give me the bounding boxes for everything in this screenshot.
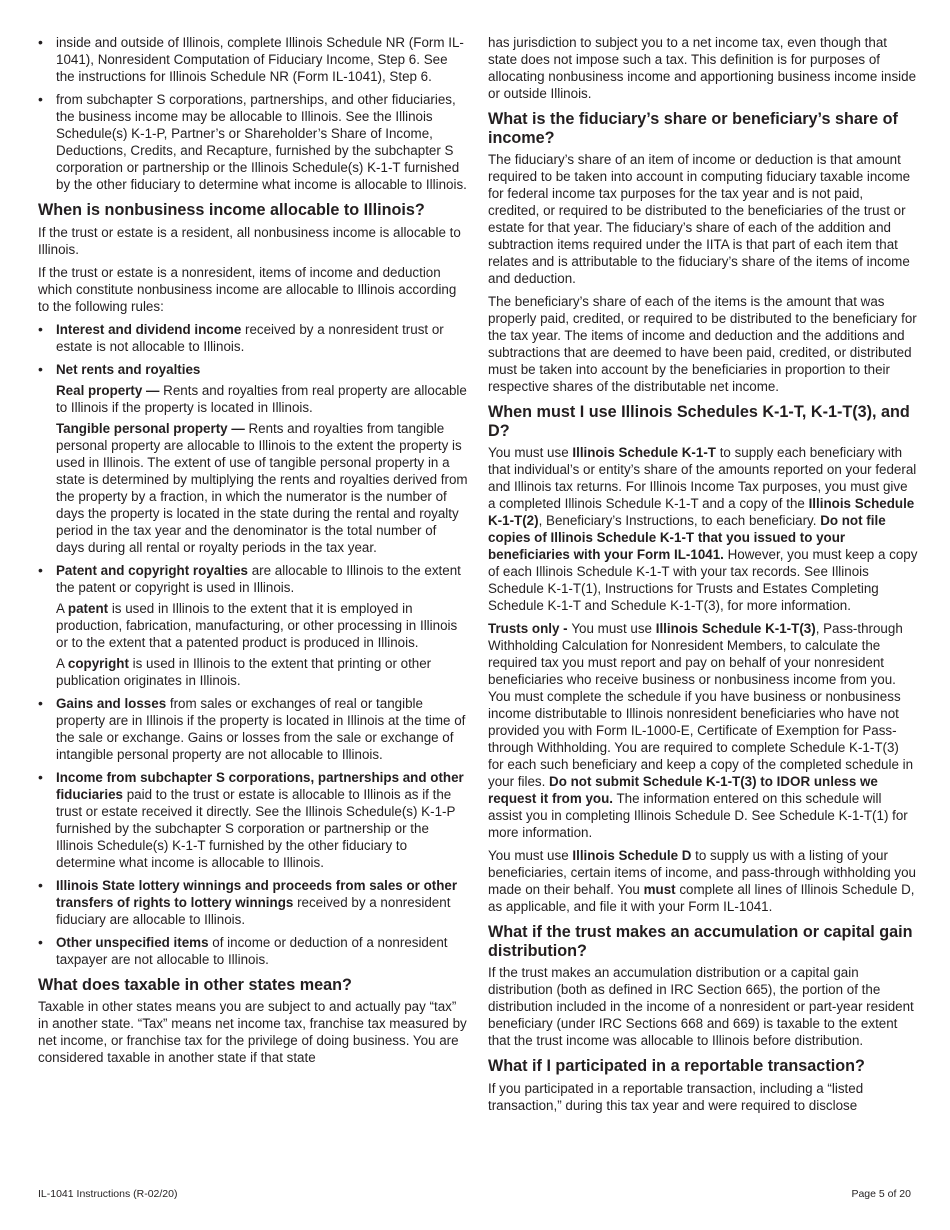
rule-tangible-property: Tangible personal property — Rents and royalties from tangible personal property are allocable to Illinois to the extent the property is used in Illinois. The extent of use of tangible personal property in a state is determined by multiplying the rents and royalties derived from the property by a fraction, in which the numerator is the number of days the property is located in the state during the rental and royalty period in the tax year and the denominator is the total number of days during all rental or royalty periods in the tax year. xyxy=(56,420,468,555)
heading-fiduciary-share: What is the fiduciary’s share or beneficiary’s share of income? xyxy=(488,110,898,147)
rule-subchapter-s: • Income from subchapter S corporations, partnerships and other fiduciaries paid to the trust or estate is allocable to Illinois as if the trust or estate received it directly. See the Illinois Schedule(s) K-1-P furnished by the subchapter S corporation or partnership or the Illinois Schedule(s) K-1-T furnished by the other fiduciary to determine what income is allocable to Illinois. xyxy=(38,769,468,871)
paragraph-fiduciary-share: The fiduciary’s share of an item of income or deduction is that amount required to be taken into account in computing fiduciary taxable income for federal income tax purposes for the tax year and is not paid, credited, or required to be distributed to the beneficiaries of the trust or estate for that year. The fiduciary’s share of each of the addition and subtraction items required under the IITA is that part of each item that relates and is attributable to the fiduciary’s share of the items of income and deduction. xyxy=(488,152,911,286)
rule-gains-losses: • Gains and losses from sales or exchanges of real or tangible property are in Illinois if the property is located in Illinois at the time of the sale or exchange. Gains or losses from the sale or exchange of intangible personal property are not allocable to Illinois. xyxy=(38,695,468,763)
rule-other-items: • Other unspecified items of income or deduction of a nonresident taxpayer are not allocable to Illinois. xyxy=(38,934,468,968)
heading-schedules-k1t-d: When must I use Illinois Schedules K-1-T, K-1-T(3), and D? xyxy=(488,403,910,440)
paragraph-taxable-continued: has jurisdiction to subject you to a net income tax, even though that state does not impose such a tax. This definition is for purposes of allocating nonbusiness income and apportioning business income inside or outside Illinois. xyxy=(488,35,917,101)
paragraph-taxable-other-states: Taxable in other states means you are subject to and actually pay “tax” in another state. “Tax” means net income tax, franchise tax measured by net income, or franchise tax for the privilege of doing business. You are considered taxable in another state if that state xyxy=(38,999,467,1065)
rule-interest-dividend: • Interest and dividend income received by a nonresident trust or estate is not allocable to Illinois. xyxy=(38,321,468,355)
rule-copyright-definition: A copyright is used in Illinois to the extent that printing or other publication originates in Illinois. xyxy=(56,655,432,688)
list-item: • inside and outside of Illinois, complete Illinois Schedule NR (Form IL-1041), Nonresident Computation of Fiduciary Income, Step 6. See the instructions for Illinois Schedule NR (Form IL-1041), Step 6. xyxy=(38,34,468,85)
paragraph-reportable-transaction: If you participated in a reportable transaction, including a “listed transaction,” during this tax year and were required to disclose xyxy=(488,1080,864,1113)
paragraph-schedule-d: You must use Illinois Schedule D to supply us with a listing of your beneficiaries, certain items of income, and pass-through withholding you made on their behalf. You must complete all lines of Illinois Schedule D, as applicable, and file it with your Form IL-1041. xyxy=(488,848,916,914)
paragraph-nonresident: If the trust or estate is a nonresident, items of income and deduction which constitute nonbusiness income are allocable to Illinois according to the following rules: xyxy=(38,264,457,314)
paragraph-beneficiary-share: The beneficiary’s share of each of the items is the amount that was properly paid, credited, or required to be distributed to the beneficiary for the tax year. The items of income and deduction and the additions and subtractions that are deemed to have been paid, credited, or distributed must be taken into account by the beneficiaries in proportion to their respective shares of the distributable net income. xyxy=(488,294,917,394)
heading-reportable-transaction: What if I participated in a reportable transaction? xyxy=(488,1057,865,1075)
paragraph-resident: If the trust or estate is a resident, all nonbusiness income is allocable to Illinois. xyxy=(38,224,461,257)
allocation-rules-list xyxy=(38,321,468,968)
rule-lottery: • Illinois State lottery winnings and proceeds from sales or other transfers of rights to lottery winnings received by a nonresident fiduciary are allocable to Illinois. xyxy=(38,877,468,928)
paragraph-schedule-k1t: You must use Illinois Schedule K-1-T to supply each beneficiary with that individual’s or entity’s share of the amounts reported on your federal and Illinois tax returns. For Illinois Income Tax purposes, you must give a completed Illinois Schedule K-1-T and a copy of the Illinois Schedule K-1-T(2), Beneficiary’s Instructions, to each beneficiary. Do not file copies of Illinois Schedule K-1-T that you issued to your beneficiaries with your Form IL-1041. However, you must keep a copy of each Illinois Schedule K-1-T with your tax records. See Illinois Schedule K-1-T(1), Instructions for Trusts and Estates Completing Schedule K-1-T and Schedule K-1-T(3), for more information. xyxy=(488,445,918,613)
rule-patent-definition: A patent is used in Illinois to the extent that it is employed in production, fabrication, manufacturing, or other processing in Illinois or to the extent that a patented product is produced in Illinois. xyxy=(56,600,458,650)
paragraph-trusts-only: Trusts only - You must use Illinois Schedule K-1-T(3), Pass-through Withholding Calculation for Nonresident Members, to calculate the required tax you must report and pay on behalf of your nonresident beneficiaries who receive business or nonbusiness income from you. You must complete the schedule if you have business or nonbusiness income distributable to Illinois nonresident beneficiaries who have not provided you with Form IL-1000-E, Certificate of Exemption for Pass-through Withholding. You are required to complete Schedule K-1-T(3) for each such beneficiary and keep a copy of the completed schedule in your files. Do not submit Schedule K-1-T(3) to IDOR unless we request it from you. The information entered on this schedule will assist you in completing Illinois Schedule D. See Schedule K-1-T(1) for more information. xyxy=(488,621,914,840)
heading-nonbusiness-income: When is nonbusiness income allocable to Illinois? xyxy=(38,201,425,219)
footer-form-id: IL-1041 Instructions (R-02/20) xyxy=(38,1188,178,1200)
list-item: • from subchapter S corporations, partnerships, and other fiduciaries, the business income may be allocable to Illinois. See the Illinois Schedule(s) K-1-P, Partner’s or Shareholder’s Share of Income, Deductions, Credits, and Recapture, furnished by the subchapter S corporation or partnership or the Illinois Schedule(s) K-1-T furnished by the other fiduciary to determine what income is allocable to Illinois. xyxy=(38,91,468,193)
continued-bullet-list xyxy=(38,34,468,193)
left-column xyxy=(38,34,468,1072)
right-column xyxy=(488,34,918,1120)
rule-net-rents-royalties: • Net rents and royalties Real property — Rents and royalties from real property are allocable to Illinois if the property is located in Illinois. Tangible personal property — Rents and royalties from tangible personal property are allocable to Illinois to the extent the property is used in Illinois. The extent of use of tangible personal property in a state is determined by multiplying the rents and royalties derived from the property by a fraction, in which the numerator is the number of days the property is located in the state during the rental and royalty period in the tax year and the denominator is the total number of days during all rental or royalty periods in the tax year. xyxy=(38,361,468,556)
paragraph-accumulation-distribution: If the trust makes an accumulation distribution or a capital gain distribution (both as defined in IRC Section 665), the portion of the distribution included in the income of a nonresident or part-year resident beneficiary (under IRC Sections 668 and 669) is taxable to the extent that the trust income was allocable to Illinois before distribution. xyxy=(488,965,914,1048)
rule-real-property: Real property — Rents and royalties from real property are allocable to Illinois if the property is located in Illinois. xyxy=(56,382,467,415)
footer-page-number: Page 5 of 20 xyxy=(851,1188,911,1200)
heading-accumulation-distribution: What if the trust makes an accumulation or capital gain distribution? xyxy=(488,923,913,960)
heading-taxable-other-states: What does taxable in other states mean? xyxy=(38,975,352,994)
rule-patent-copyright: • Patent and copyright royalties are allocable to Illinois to the extent the patent or copyright is used in Illinois. A patent is used in Illinois to the extent that it is employed in production, fabrication, manufacturing, or other processing in Illinois or to the extent that a patented product is produced in Illinois. A copyright is used in Illinois to the extent that printing or other publication originates in Illinois. xyxy=(38,562,468,689)
